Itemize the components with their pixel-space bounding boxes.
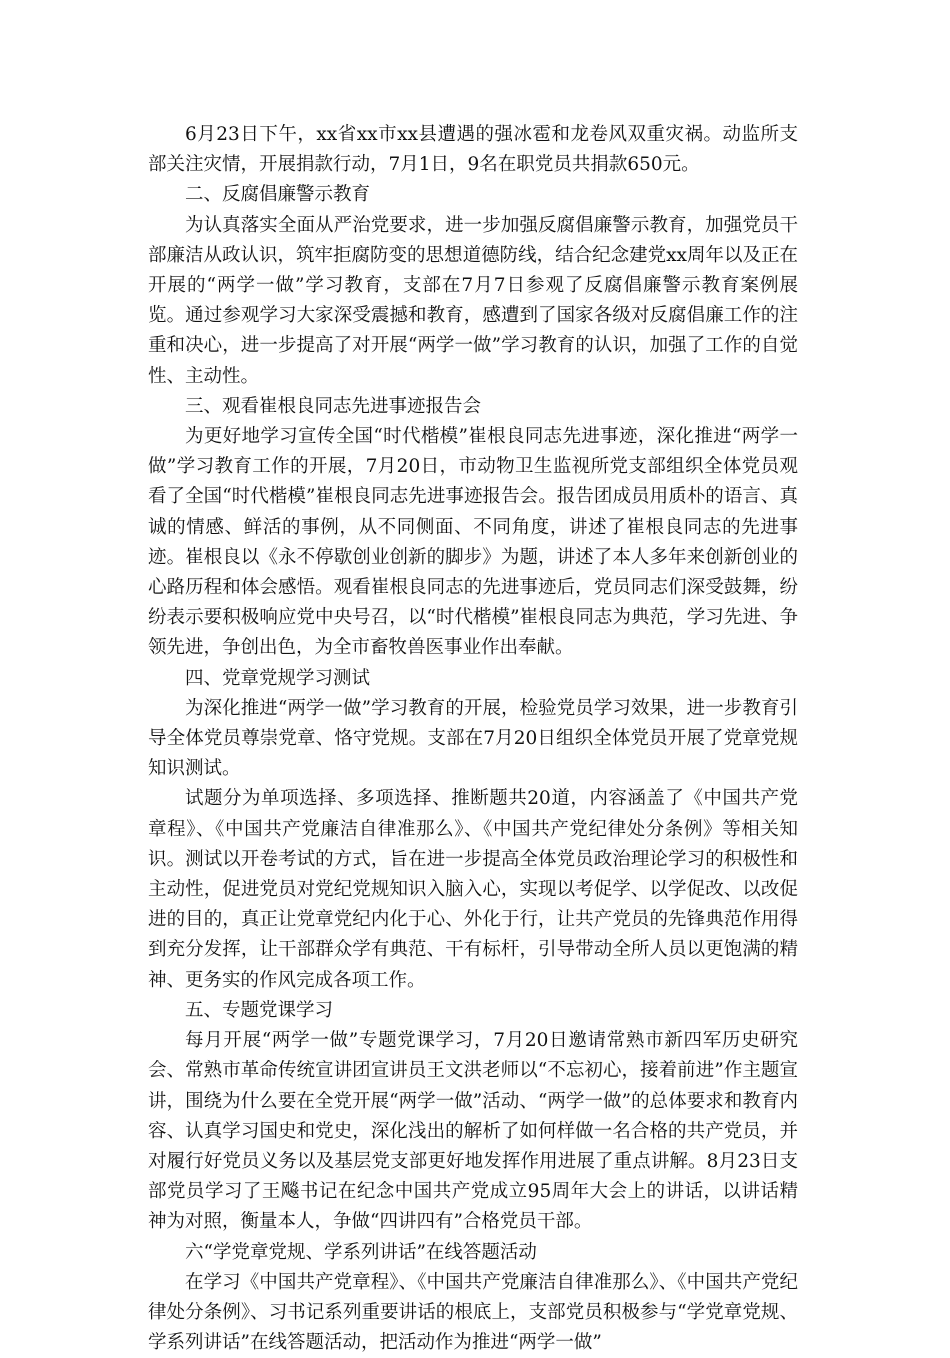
heading-online-quiz: 六“学党章党规、学系列讲话”在线答题活动 (185, 1241, 537, 1263)
heading-cui-genliang-report: 三、观看崔根良同志先进事迹报告会 (185, 395, 482, 417)
paragraph-cui-genliang-report: 为更好地学习宣传全国“时代楷模”崔根良同志先进事迹，深化推进“两学一做”学习教育工作的开展，7月20日，市动物卫生监视所党支部组织全体党员观看了全国“时代楷模”崔根良同志先进事迹报告会。报告团成员用质朴的语言、真诚的情感、鲜活的事例，从不同侧面、不同角度，讲述了崔根良同志的先进事迹。崔根良以《永不停歇创业创新的脚步》为题，讲述了本人多年来创新创业的心路历程和体会感悟。观看崔根良同志的先进事迹后，党员同志们深受鼓舞，纷纷表示要积极响应党中央号召，以“时代楷模”崔根良同志为典范，学习先进、争领先进，争创出色，为全市畜牧兽医事业作出奉献。 (148, 426, 798, 659)
paragraph-test-content: 试题分为单项选择、多项选择、推断题共20道，内容涵盖了《中国共产党章程》、《中国共产党廉洁自律准那么》、《中国共产党纪律处分条例》等相关知识。测试以开卷考试的方式，旨在进一步提高全体党员政治理论学习的积极性和主动性，促进党员对党纪党规知识入脑入心，实现以考促学、以学促改、以改促进的目的，真正让党章党纪内化于心、外化于行，让共产党员的先锋典范作用得到充分发挥，让干部群众学有典范、干有标杆，引导带动全所人员以更饱满的精神、更务实的作风完成各项工作。 (148, 788, 798, 991)
document-body (148, 120, 798, 1358)
heading-anti-corruption: 二、反腐倡廉警示教育 (185, 184, 371, 206)
paragraph-anti-corruption: 为认真落实全面从严治党要求，进一步加强反腐倡廉警示教育，加强党员干部廉洁从政认识，筑牢拒腐防变的思想道德防线，结合纪念建党xx周年以及正在开展的“两学一做”学习教育，支部在7月7日参观了反腐倡廉警示教育案例展览。通过参观学习大家深受震撼和教育，感遭到了国家各级对反腐倡廉工作的注重和决心，进一步提高了对开展“两学一做”学习教育的认识，加强了工作的自觉性、主动性。 (148, 214, 798, 387)
paragraph-online-quiz: 在学习《中国共产党章程》、《中国共产党廉洁自律准那么》、《中国共产党纪律处分条例》、习书记系列重要讲话的根底上，支部党员积极参与“学党章党规、学系列讲话”在线答题活动，把活动作为推进“两学一做” (148, 1271, 798, 1354)
paragraph-disaster-donation: 6月23日下午，xx省xx市xx县遭遇的强冰雹和龙卷风双重灾祸。动监所支部关注灾情，开展捐款行动，7月1日，9名在职党员共捐款650元。 (148, 124, 798, 176)
paragraph-party-lecture: 每月开展“两学一做”专题党课学习，7月20日邀请常熟市新四军历史研究会、常熟市革命传统宣讲团宣讲员王文洪老师以“不忘初心，接着前进”作主题宣讲，围绕为什么要在全党开展“两学一做”活动、“两学一做”的总体要求和教育内容、认真学习国史和党史，深化浅出的解析了如何样做一名合格的共产党员，并对履行好党员义务以及基层党支部更好地发挥作用进展了重点讲解。8月23日支部党员学习了王飚书记在纪念中国共产党成立95周年大会上的讲话，以讲话精神为对照，衡量本人，争做“四讲四有”合格党员干部。 (148, 1030, 798, 1233)
paragraph-party-rules-test: 为深化推进“两学一做”学习教育的开展，检验党员学习效果，进一步教育引导全体党员尊崇党章、恪守党规。支部在7月20日组织全体党员开展了党章党规知识测试。 (148, 697, 798, 780)
heading-party-rules-test: 四、党章党规学习测试 (185, 667, 371, 689)
heading-party-lecture: 五、专题党课学习 (185, 999, 334, 1021)
